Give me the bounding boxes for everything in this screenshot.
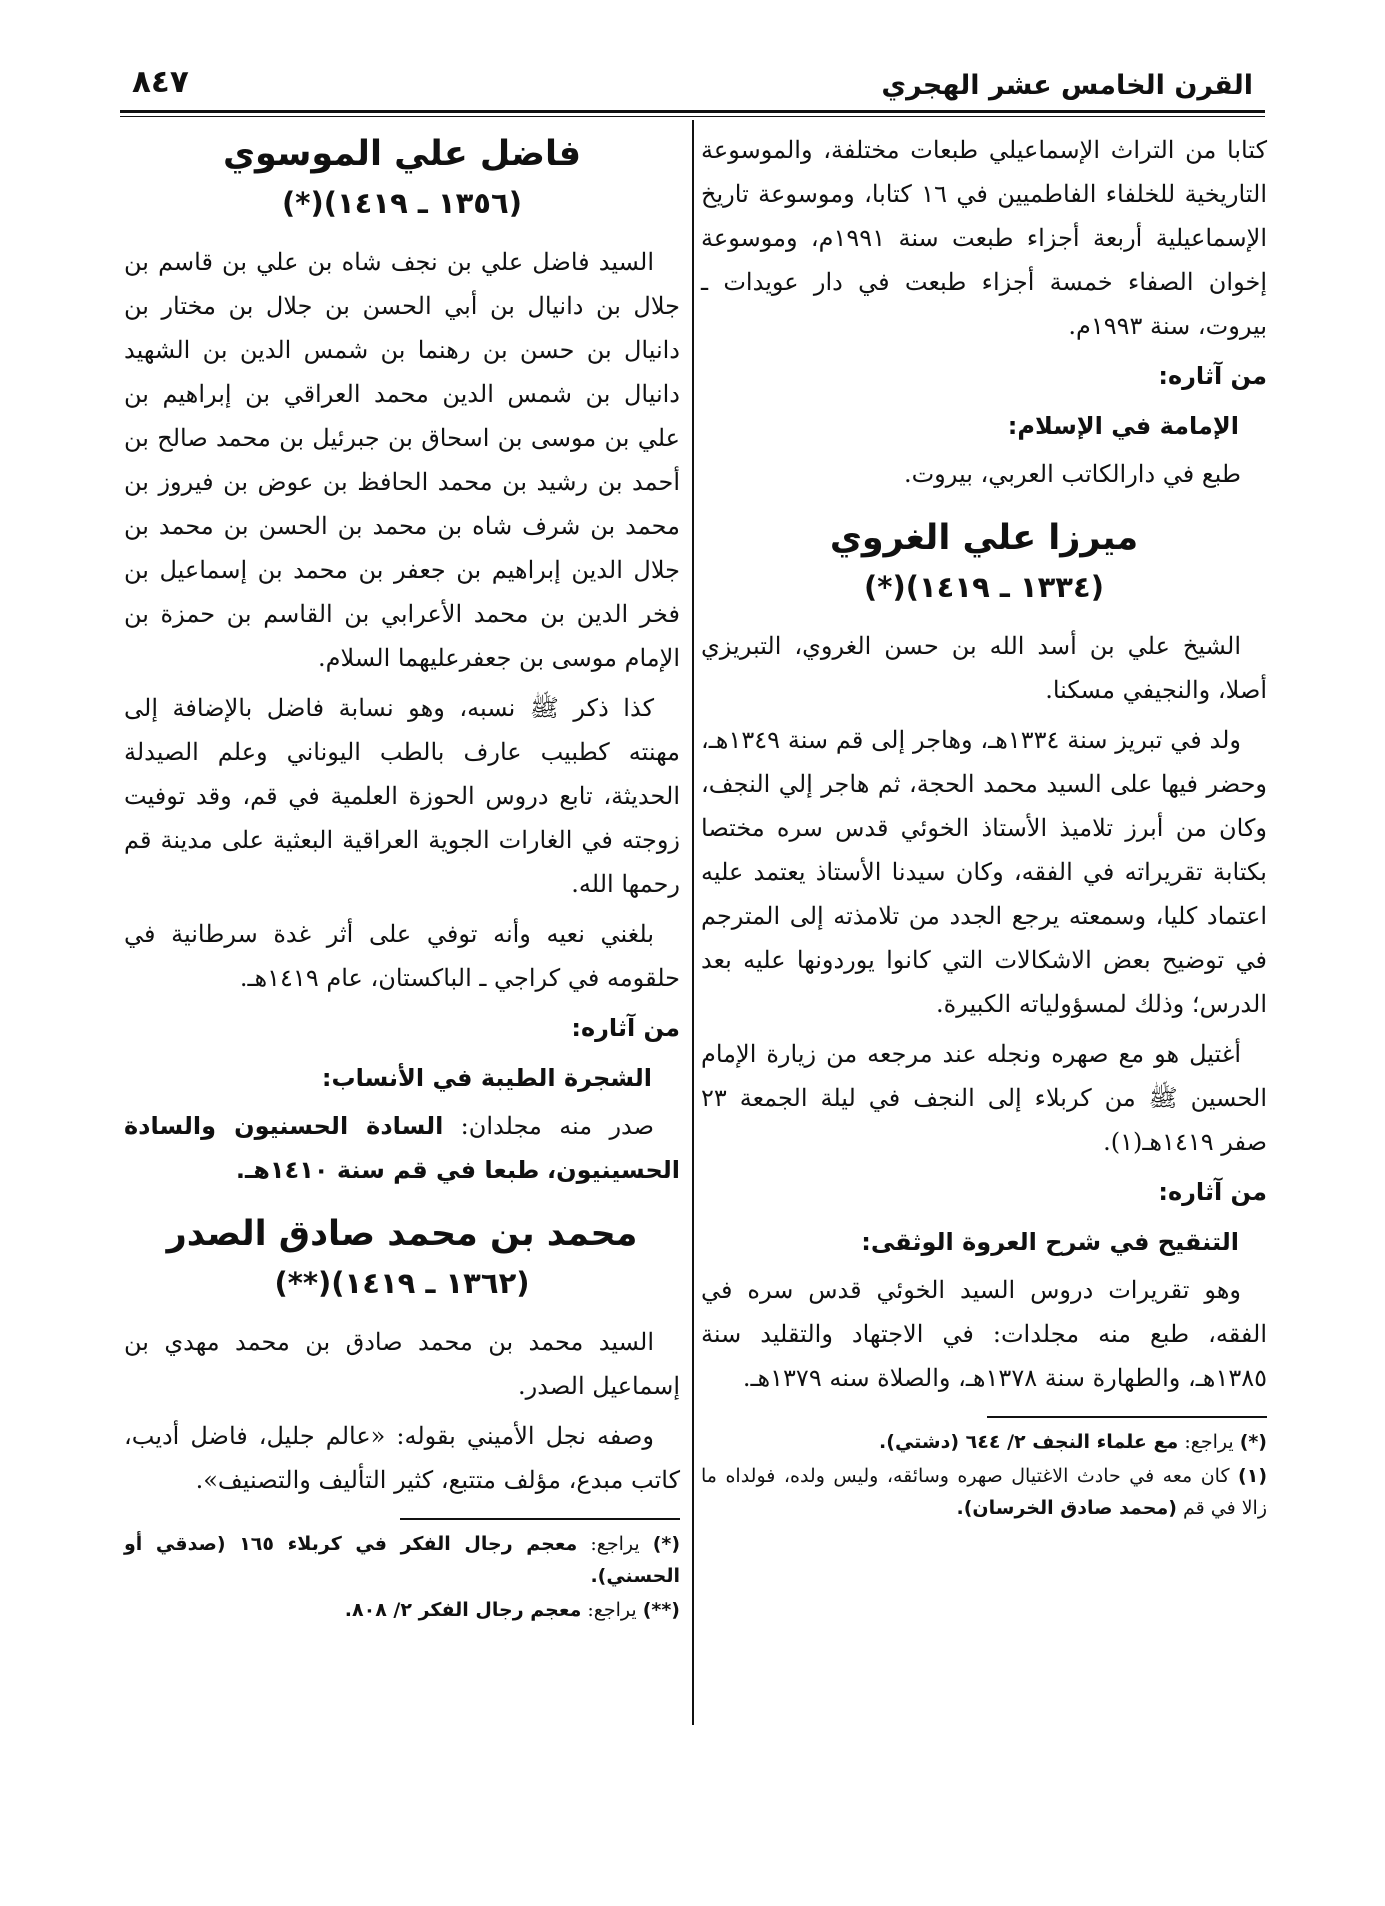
works-heading: من آثاره: <box>1158 362 1267 390</box>
footnote-source: (محمد صادق الخرسان). <box>956 1497 1177 1519</box>
bio-paragraph: السيد محمد بن محمد صادق بن محمد مهدي بن إسماعيل الصدر. <box>124 1328 680 1400</box>
footnote <box>701 1426 1267 1458</box>
footnote <box>124 1528 680 1592</box>
entry-dates: (١٣٥٦ ـ ١٤١٩)(*) <box>282 186 522 220</box>
continuation-paragraph: كتابا من التراث الإسماعيلي طبعات مختلفة، والموسوعة التاريخية للخلفاء الفاطميين في ١٦ كتابا، وموسوعة تاريخ الإسماعيلية أربعة أجزاء طبعت سنة ١٩٩١م، وموسوعة إخوان الصفاء خمسة أجزاء طبعت في دار عويدات ـ بيروت، سنة ١٩٩٣م. <box>701 136 1268 340</box>
footnote-mark: (١) <box>1238 1465 1267 1487</box>
header-rule <box>120 110 1265 113</box>
entry-name: ميرزا علي الغروي <box>829 518 1139 558</box>
work-description: طبع في دارالكاتب العربي، بيروت. <box>903 460 1241 488</box>
work-description: وهو تقريرات دروس السيد الخوئي قدس سره في الفقه، طبع منه مجلدات: في الاجتهاد والتقليد سنة ١٣٨٥هـ، والطهارة سنة ١٣٧٨هـ، والصلاة سنه ١٣٧٩هـ. <box>701 1276 1267 1392</box>
right-column <box>701 128 1267 1526</box>
bio-paragraph: ولد في تبريز سنة ١٣٣٤هـ، وهاجر إلى قم سنة ١٣٤٩هـ، وحضر فيها على السيد محمد الحجة، ثم هاجر إلي النجف، وكان من أبرز تلاميذ الأستاذ الخوئي قدس سره مختصا بكتابة تقريراته في الفقه، وكان سيدنا الأستاذ يعتمد عليه اعتماد كليا، وسمعته يرجع الجدد من تلامذته إلى المترجم في توضيح بعض الاشكالات التي كانوا يوردونها عليه بعد الدرس؛ وذلك لمسؤولياته الكبيرة. <box>701 726 1267 1018</box>
work-title: الشجرة الطيبة في الأنساب: <box>321 1064 652 1092</box>
footnote-text: كان معه في حادث الاغتيال صهره وسائقه، وليس ولده، فولداه ما زالا في قم <box>701 1465 1267 1519</box>
work-title: الإمامة في الإسلام: <box>1007 412 1239 440</box>
bio-paragraph: السيد فاضل علي بن نجف شاه بن علي بن قاسم بن جلال بن دانيال بن أبي الحسن بن جلال بن مختار بن دانيال بن حسن بن رهنما بن شمس الدين بن الشهيد دانيال بن شمس الدين محمد العراقي بن إبراهيم بن علي بن موسى بن اسحاق بن جبرئيل بن محمد صالح بن أحمد بن رشيد بن محمد الحافظ بن عوض بن فيروز بن محمد بن شرف شاه بن محمد بن الحسن بن محمد بن جلال الدين إبراهيم بن جعفر بن محمد بن إسماعيل بن فخر الدين بن محمد الأعرابي بن القاسم بن حمزة بن الإمام موسى بن جعفرعليهما السلام. <box>124 248 681 672</box>
footnote-source: معجم رجال الفكر في كربلاء ١٦٥ (صدقي أو الحسني). <box>124 1533 680 1587</box>
page-header <box>120 62 1265 108</box>
footnote <box>124 1594 680 1626</box>
bio-paragraph: أغتيل هو مع صهره ونجله عند مرجعه من زيارة الإمام الحسين ﷺ من كربلاء إلى النجف في ليلة الجمعة ٢٣ صفر ١٤١٩هـ(١). <box>701 1040 1267 1156</box>
footnote-mark: (*) <box>652 1533 681 1555</box>
footnote-prefix: يراجع: <box>587 1599 637 1621</box>
work-volumes: السادة الحسنيون والسادة الحسينيون، <box>124 1112 680 1184</box>
bio-paragraph: الشيخ علي بن أسد الله بن حسن الغروي، التبريزي أصلا، والنجيفي مسكنا. <box>701 632 1267 704</box>
work-desc-lead: صدر منه مجلدان: <box>460 1112 655 1140</box>
footnote-source: معجم رجال الفكر ٢/ ٨٠٨. <box>344 1599 582 1621</box>
footnote-rule <box>987 1416 1267 1418</box>
running-title: القرن الخامس عشر الهجري <box>881 70 1253 101</box>
column-divider <box>692 120 694 1725</box>
header-rule-thin <box>120 116 1265 117</box>
footnote-prefix: يراجع: <box>590 1533 640 1555</box>
works-heading: من آثاره: <box>1158 1178 1267 1206</box>
bio-paragraph: بلغني نعيه وأنه توفي على أثر غدة سرطانية في حلقومه في كراجي ـ الباكستان، عام ١٤١٩هـ. <box>124 920 680 992</box>
footnote-prefix: يراجع: <box>1184 1431 1234 1453</box>
footnote <box>701 1460 1267 1524</box>
bio-paragraph: وصفه نجل الأميني بقوله: «عالم جليل، فاضل أديب، كاتب مبدع، مؤلف متتبع، كثير التأليف والتصنيف». <box>124 1422 680 1494</box>
entry-name: محمد بن محمد صادق الصدر <box>166 1214 638 1254</box>
left-column <box>124 128 680 1628</box>
entry-dates: (١٣٦٢ ـ ١٤١٩)(**) <box>274 1266 530 1300</box>
work-title: التنقيح في شرح العروة الوثقى: <box>861 1228 1239 1256</box>
footnote-mark: (*) <box>1239 1431 1267 1453</box>
work-description <box>124 1104 680 1192</box>
footnote-source: مع علماء النجف ٢/ ٦٤٤ (دشتي). <box>879 1431 1179 1453</box>
entry-name: فاضل علي الموسوي <box>222 134 582 174</box>
work-print-info: طبعا في قم سنة ١٤١٠هـ. <box>235 1156 540 1184</box>
footnote-mark: (**) <box>642 1599 680 1621</box>
page-number: ٨٤٧ <box>132 64 189 100</box>
entry-dates: (١٣٣٤ ـ ١٤١٩)(*) <box>864 570 1104 604</box>
bio-paragraph: كذا ذكر ﷺ نسبه، وهو نسابة فاضل بالإضافة إلى مهنته كطبيب عارف بالطب اليوناني وعلم الصيدلة الحديثة، تابع دروس الحوزة العلمية في قم، وقد توفيت زوجته في الغارات الجوية العراقية البعثية على مدينة قم رحمها الله. <box>124 694 680 898</box>
footnote-rule <box>400 1518 680 1520</box>
works-heading: من آثاره: <box>571 1014 680 1042</box>
